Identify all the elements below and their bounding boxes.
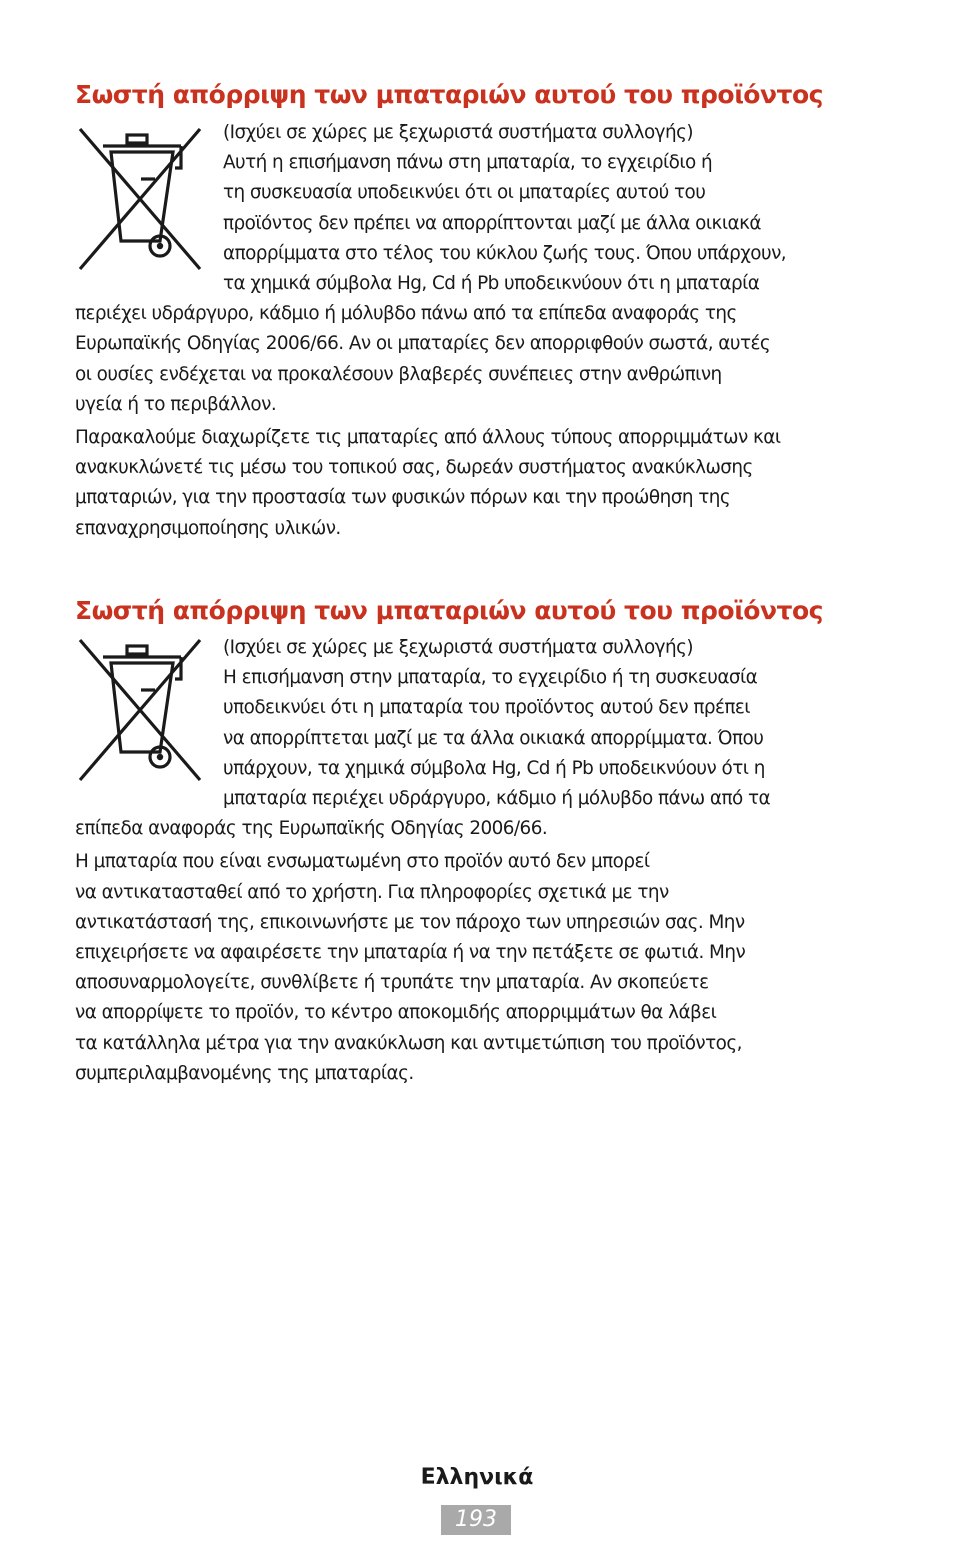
crossed-out-wheelie-bin-icon [75,124,205,274]
section-heading: Σωστή απόρριψη των μπαταριών αυτού του προϊόντος [75,596,823,625]
text-line: μπαταριών, για την προστασία των φυσικών πόρων και την προώθηση της [75,487,731,509]
text-line: προϊόντος δεν πρέπει να απορρίπτονται μαζί με άλλα οικιακά [223,212,761,234]
text-line: περιέχει υδράργυρο, κάδμιο ή μόλυβδο πάνω από τα επίπεδα αναφοράς της [75,303,737,325]
text-line: μπαταρία περιέχει υδράργυρο, κάδμιο ή μόλυβδο πάνω από τα [223,788,771,810]
section-battery-disposal-2 [75,594,885,1089]
paragraph-continuation [75,299,885,420]
text-line: ανακυκλώνετέ τις μέσω του τοπικού σας, δωρεάν συστήματος ανακύκλωσης [75,457,753,479]
text-line: Αυτή η επισήμανση πάνω στη μπαταρία, το εγχειρίδιο ή [223,152,713,174]
text-line: επίπεδα αναφοράς της Ευρωπαϊκής Οδηγίας 2006/66. [75,818,548,840]
text-line: επαναχρησιμοποίησης υλικών. [75,517,341,539]
text-line: να απορρίπτεται μαζί με τα άλλα οικιακά απορρίμματα. Όπου [223,727,764,749]
text-line: οι ουσίες ενδέχεται να προκαλέσουν βλαβερές συνέπειες στην ανθρώπινη [75,363,722,385]
section-heading: Σωστή απόρριψη των μπαταριών αυτού του προϊόντος [75,80,823,109]
text-line: απορρίμματα στο τέλος του κύκλου ζωής τους. Όπου υπάρχουν, [223,242,787,264]
text-line: τα χημικά σύμβολα Hg, Cd ή Pb υποδεικνύουν ότι η μπαταρία [223,273,760,295]
intro-text [223,118,885,299]
paragraph [75,423,885,544]
footer-language-label: Ελληνικά [420,1465,534,1490]
text-line: συμπεριλαμβανομένης της μπαταρίας. [75,1062,414,1084]
paragraph [75,847,885,1089]
text-line: υπάρχουν, τα χημικά σύμβολα Hg, Cd ή Pb υποδεικνύουν ότι η [223,757,765,779]
text-line: τη συσκευασία υποδεικνύει ότι οι μπαταρίες αυτού του [223,182,706,204]
text-line: Η επισήμανση στην μπαταρία, το εγχειρίδιο ή τη συσκευασία [223,667,758,689]
text-line: να αντικατασταθεί από το χρήστη. Για πληροφορίες σχετικά με την [75,881,669,903]
text-line: τα κατάλληλα μέτρα για την ανακύκλωση και αντιμετώπιση του προϊόντος, [75,1032,742,1054]
text-line: να απορρίψετε το προϊόν, το κέντρο αποκομιδής απορριμμάτων θα λάβει [75,1002,717,1024]
text-line: Παρακαλούμε διαχωρίζετε τις μπαταρίες από άλλους τύπους απορριμμάτων και [75,427,781,449]
text-line: αποσυναρμολογείτε, συνθλίβετε ή τρυπάτε την μπαταρία. Αν σκοπεύετε [75,972,709,994]
section-battery-disposal-1 [75,78,885,544]
intro-block [75,633,885,814]
intro-block [75,118,885,299]
text-line: υποδεικνύει ότι η μπαταρία του προϊόντος αυτού δεν πρέπει [223,697,750,719]
text-line: (Ισχύει σε χώρες με ξεχωριστά συστήματα συλλογής) [223,122,693,143]
text-line: Η μπαταρία που είναι ενσωματωμένη στο προϊόν αυτό δεν μπορεί [75,851,650,873]
text-line: αντικατάστασή της, επικοινωνήστε με τον πάροχο των υπηρεσιών σας. Μην [75,911,745,933]
text-line: (Ισχύει σε χώρες με ξεχωριστά συστήματα συλλογής) [223,637,693,658]
page-number-badge: 193 [441,1505,511,1535]
intro-text [223,633,885,814]
crossed-out-wheelie-bin-icon [75,635,205,785]
text-line: υγεία ή το περιβάλλον. [75,393,277,415]
text-line: Ευρωπαϊκής Οδηγίας 2006/66. Αν οι μπαταρίες δεν απορριφθούν σωστά, αυτές [75,333,771,355]
text-line: επιχειρήσετε να αφαιρέσετε την μπαταρία ή να την πετάξετε σε φωτιά. Μην [75,942,746,964]
paragraph-continuation [75,814,885,844]
